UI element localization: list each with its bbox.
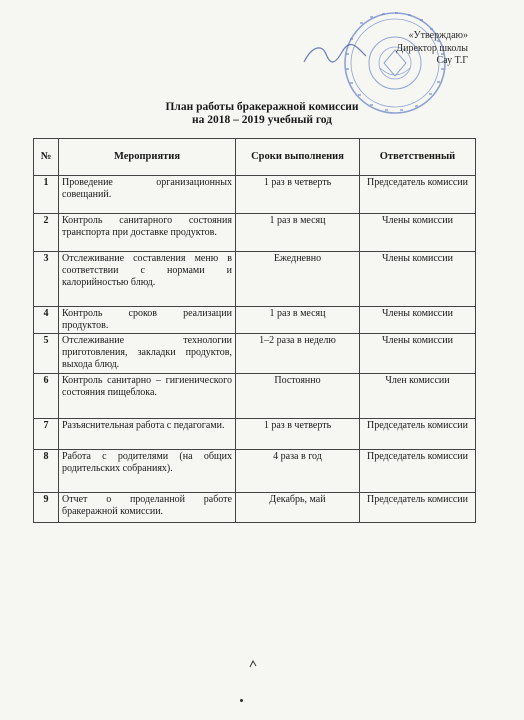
row-num: 6 xyxy=(34,374,59,419)
table-row xyxy=(34,176,476,214)
dot-mark xyxy=(240,699,243,702)
title-line-1: План работы бракеражной комиссии xyxy=(165,101,359,113)
header-num: № xyxy=(34,139,59,176)
row-event: Отслеживание технологии приготовления, закладки продуктов, выхода блюд. xyxy=(59,334,236,374)
header-responsible: Ответственный xyxy=(360,139,476,176)
row-responsible: Председатель комиссии xyxy=(360,493,476,523)
table-row xyxy=(34,450,476,493)
row-responsible: Члены комиссии xyxy=(360,334,476,374)
table-row xyxy=(34,419,476,450)
row-term: 4 раза в год xyxy=(236,450,360,493)
row-term: 1 раз в месяц xyxy=(236,214,360,252)
row-term: 1 раз в месяц xyxy=(236,307,360,334)
row-num: 3 xyxy=(34,252,59,307)
plan-table xyxy=(33,138,476,523)
table-row xyxy=(34,252,476,307)
row-responsible: Члены комиссии xyxy=(360,307,476,334)
table-row xyxy=(34,334,476,374)
row-event: Отчет о проделанной работе бракеражной комиссии. xyxy=(59,493,236,523)
table-row xyxy=(34,214,476,252)
row-responsible: Члены комиссии xyxy=(360,214,476,252)
row-term: Декабрь, май xyxy=(236,493,360,523)
row-num: 1 xyxy=(34,176,59,214)
table-header-row xyxy=(34,139,476,176)
row-responsible: Члены комиссии xyxy=(360,252,476,307)
table-row xyxy=(34,493,476,523)
row-term: Постоянно xyxy=(236,374,360,419)
row-responsible: Председатель комиссии xyxy=(360,450,476,493)
row-event: Контроль санитарно – гигиенического состояния пищеблока. xyxy=(59,374,236,419)
row-num: 5 xyxy=(34,334,59,374)
pen-mark-icon xyxy=(249,660,257,668)
header-event: Мероприятия xyxy=(59,139,236,176)
row-event: Работа с родителями (на общих родительских собраниях). xyxy=(59,450,236,493)
row-event: Контроль сроков реализации продуктов. xyxy=(59,307,236,334)
approval-position: Директор школы xyxy=(396,42,468,54)
row-term: 1–2 раза в неделю xyxy=(236,334,360,374)
row-term: 1 раз в четверть xyxy=(236,419,360,450)
row-responsible: Председатель комиссии xyxy=(360,176,476,214)
row-responsible: Председатель комиссии xyxy=(360,419,476,450)
row-num: 9 xyxy=(34,493,59,523)
title-line-2: на 2018 – 2019 учебный год xyxy=(192,114,332,126)
table-row xyxy=(34,307,476,334)
row-num: 2 xyxy=(34,214,59,252)
document-title xyxy=(0,101,524,127)
approval-line: «Утверждаю» xyxy=(408,30,468,41)
approval-name: Сау Т.Г xyxy=(436,55,468,66)
row-term: Ежедневно xyxy=(236,252,360,307)
approval-block xyxy=(358,30,468,68)
row-event: Разъяснительная работа с педагогами. xyxy=(59,419,236,450)
row-responsible: Член комиссии xyxy=(360,374,476,419)
row-num: 7 xyxy=(34,419,59,450)
row-event: Контроль санитарного состояния транспорта при доставке продуктов. xyxy=(59,214,236,252)
row-event: Проведение организационных совещаний. xyxy=(59,176,236,214)
row-num: 8 xyxy=(34,450,59,493)
header-term: Сроки выполнения xyxy=(236,139,360,176)
row-event: Отслеживание составления меню в соответствии с нормами и калорийностью блюд. xyxy=(59,252,236,307)
row-term: 1 раз в четверть xyxy=(236,176,360,214)
table-row xyxy=(34,374,476,419)
row-num: 4 xyxy=(34,307,59,334)
